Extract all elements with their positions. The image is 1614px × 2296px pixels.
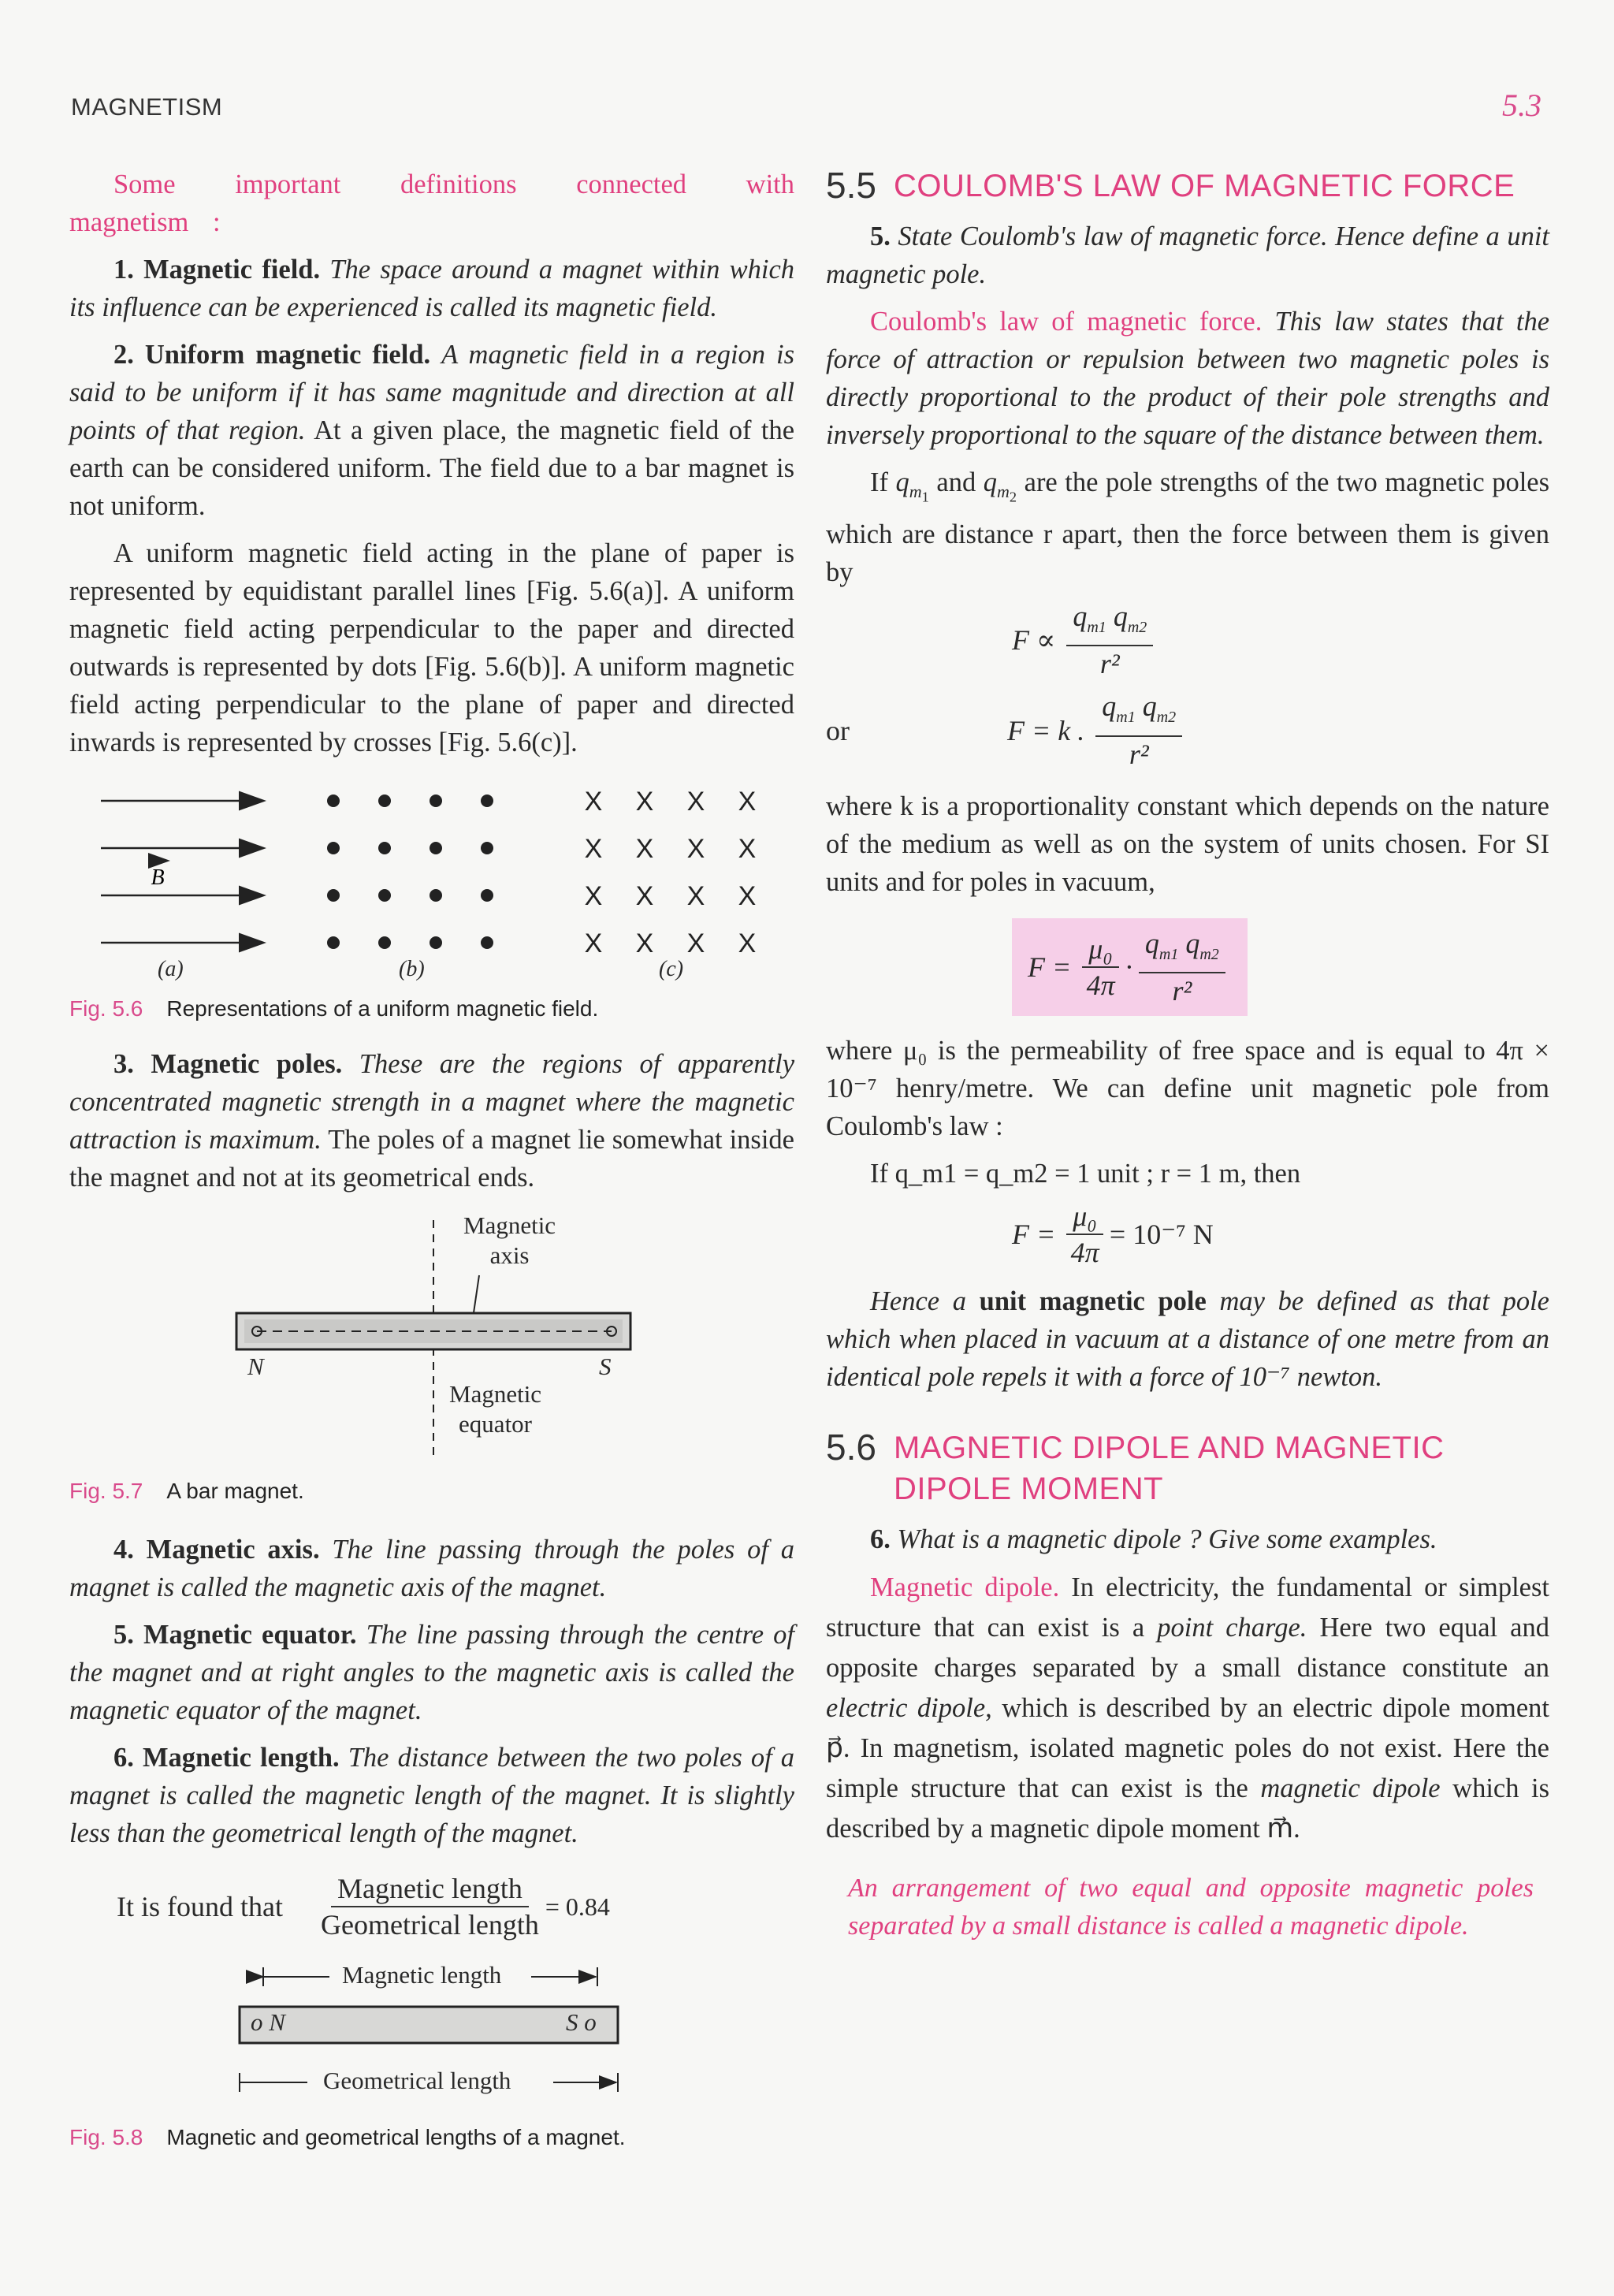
svg-text:X: X xyxy=(738,881,757,911)
svg-text:X: X xyxy=(635,928,654,958)
svg-text:X: X xyxy=(635,787,654,817)
question-5: 5. State Coulomb's law of magnetic force. Hence define a unit magnetic pole. xyxy=(826,221,1549,289)
section-5-5-heading: 5.5 COULOMB'S LAW OF MAGNETIC FORCE xyxy=(826,165,1515,206)
svg-text:X: X xyxy=(686,834,705,864)
svg-text:X: X xyxy=(686,787,705,817)
fig-5-6-caption: Fig. 5.6 Representations of a uniform magnetic field. xyxy=(69,996,599,1021)
section-5-6-heading: 5.6 MAGNETIC DIPOLE AND MAGNETIC DIPOLE MOMENT xyxy=(826,1426,1445,1506)
intro-text: Some important definitions connected with magnetism : xyxy=(69,169,794,237)
fig-5-8-caption: Fig. 5.8 Magnetic and geometrical lengths of a magnet. xyxy=(69,2125,626,2149)
def-magnetic-field: 1. Magnetic field. The space around a magnet within which its influence can be experienced is called its magnetic field. xyxy=(69,255,795,322)
unit-pole-definition: Hence a unit magnetic pole may be defined as that pole which when placed in vacuum at a distance of one metre from an identical pole repels it with a force of 10⁻⁷ newton. xyxy=(826,1286,1549,1392)
svg-text:X: X xyxy=(738,928,757,958)
where-k-text: where k is a proportionality constant which depends on the nature of the medium as well as on the system of units chosen. For SI units and for poles in vacuum, xyxy=(826,791,1549,897)
where-mu-text: where μ₀ is the permeability of free space and is equal to 4π × 10⁻⁷ henry/metre. We can define unit magnetic pole from Coulomb's law : xyxy=(826,1035,1549,1141)
fig-5-8 xyxy=(69,1942,794,2155)
eq-si-box: F = $\frac{\text{μ₀}}{4\pi}$ · $\frac{q_{m1} q_{m2}}{\text{r²}}$ xyxy=(1012,918,1248,1016)
def-magnetic-equator: 5. Magnetic equator. The line passing through the centre of the magnet and at right angles to the magnetic axis is called the magnetic equator of the magnet. xyxy=(69,1620,795,1725)
geometrical-length-label: Geometrical length xyxy=(323,2067,511,2094)
def-magnetic-axis: 4. Magnetic axis. The line passing through the poles of a magnet is called the magnetic axis of the magnet. xyxy=(69,1535,794,1602)
svg-text:X: X xyxy=(738,834,757,864)
svg-text:X: X xyxy=(584,928,603,958)
sub-b: (b) xyxy=(399,957,425,981)
b-vector-label: B xyxy=(151,865,165,890)
svg-text:X: X xyxy=(584,787,603,817)
fig-5-7-caption: Fig. 5.7 A bar magnet. xyxy=(69,1479,304,1503)
sub-a: (a) xyxy=(158,957,184,981)
def-uniform-field: 2. Uniform magnetic field. A magnetic field in a region is said to be uniform if it has same magnitude and direction at all points of that region. At a given place, the magnetic field of the earth can be considered uniform. The field due to a bar magnet is not uniform. xyxy=(69,340,795,521)
south-pole-label: S xyxy=(599,1353,612,1380)
sub-c: (c) xyxy=(659,957,684,981)
question-6: 6. What is a magnetic dipole ? Give some examples. xyxy=(870,1524,1437,1554)
length-ratio: It is found that $\frac{\text{Magnetic length}}{\text{Geometrical length}}$ = 0.84 xyxy=(117,1873,610,1941)
magnetic-equator-label: Magnetic equator xyxy=(449,1380,542,1438)
def-magnetic-length: 6. Magnetic length. The distance between the two poles of a magnet is called the magnetic length of the magnet. It is slightly less than the geometrical length of the magnet. xyxy=(69,1743,794,1848)
pole-strength-text: If $q_{m_1}$ and $q_{m_2}$ are the pole strengths of the two magnetic poles which are distance r apart, then the force between them is given by xyxy=(826,467,1550,588)
bar-magnet-diagram xyxy=(69,1212,794,1488)
svg-text:X: X xyxy=(686,928,705,958)
fig-5-6 xyxy=(69,761,794,1021)
north-pole-label: N xyxy=(247,1353,264,1380)
def-magnetic-poles: 3. Magnetic poles. These are the regions of apparently concentrated magnetic strength in a magnet where the magnetic attraction is maximum. The poles of a magnet lie somewhat inside the magnet and not at its geometrical ends. xyxy=(69,1049,795,1193)
magnetic-axis-label: Magnetic axis xyxy=(463,1211,556,1269)
para-uniform-representation: A uniform magnetic field acting in the plane of paper is represented by equidistant parallel lines [Fig. 5.6(a)]. A uniform magnetic field acting perpendicular to the paper and directed outwards is represented by dots [Fig. 5.6(b)]. A uniform magnetic field acting perpendicular to the plane of paper and directed inwards is represented by crosses [Fig. 5.6(c)]. xyxy=(69,538,794,757)
coulomb-law-statement: Coulomb's law of magnetic force. This law states that the force of attraction or repulsion between two magnetic poles is directly proportional to the product of their pole strengths and inversely proportional to the square of the distance between them. xyxy=(826,307,1550,450)
unit-condition: If q_m1 = q_m2 = 1 unit ; r = 1 m, then xyxy=(870,1158,1301,1189)
svg-text:X: X xyxy=(738,787,757,817)
svg-text:X: X xyxy=(635,881,654,911)
eq-with-k: or F = k . $\frac{q_{m1} q_{m2}}{\text{r²}}$ xyxy=(826,689,1549,771)
magnetic-length-label: Magnetic length xyxy=(342,1961,502,1989)
fig-5-7 xyxy=(69,1196,794,1512)
svg-text:X: X xyxy=(686,881,705,911)
uniform-field-diagram xyxy=(69,768,794,981)
magnetic-dipole-text: Magnetic dipole. In electricity, the fundamental or simplest structure that can exist is a point charge. Here two equal and opposite charges separated by a small distance constitute an electric dipole, which is described by an electric dipole moment p⃗. In magnetism, isolated magnetic poles do not exist. Here the simple structure that can exist is the magnetic dipole which is described by a magnetic dipole moment m⃗. xyxy=(826,1572,1550,1844)
left-column xyxy=(69,166,794,2155)
n-label: o N xyxy=(251,2008,285,2036)
magnetic-dipole-definition: An arrangement of two equal and opposite magnetic poles separated by a small distance is called a magnetic dipole. xyxy=(848,1873,1534,1941)
svg-text:X: X xyxy=(584,834,603,864)
right-column xyxy=(826,166,1549,1945)
svg-text:X: X xyxy=(635,834,654,864)
page-number: 5.3 xyxy=(1502,87,1541,123)
svg-text:X: X xyxy=(584,881,603,911)
s-label: S o xyxy=(566,2008,597,2036)
eq-unit-pole: F = $\frac{\text{μ₀}}{4\pi}$ = 10⁻⁷ N xyxy=(1012,1200,1214,1268)
eq-proportional: F ∝ $\frac{q_{m1} q_{m2}}{\text{r²}}$ xyxy=(1012,599,1549,681)
running-header: MAGNETISM xyxy=(71,93,223,121)
